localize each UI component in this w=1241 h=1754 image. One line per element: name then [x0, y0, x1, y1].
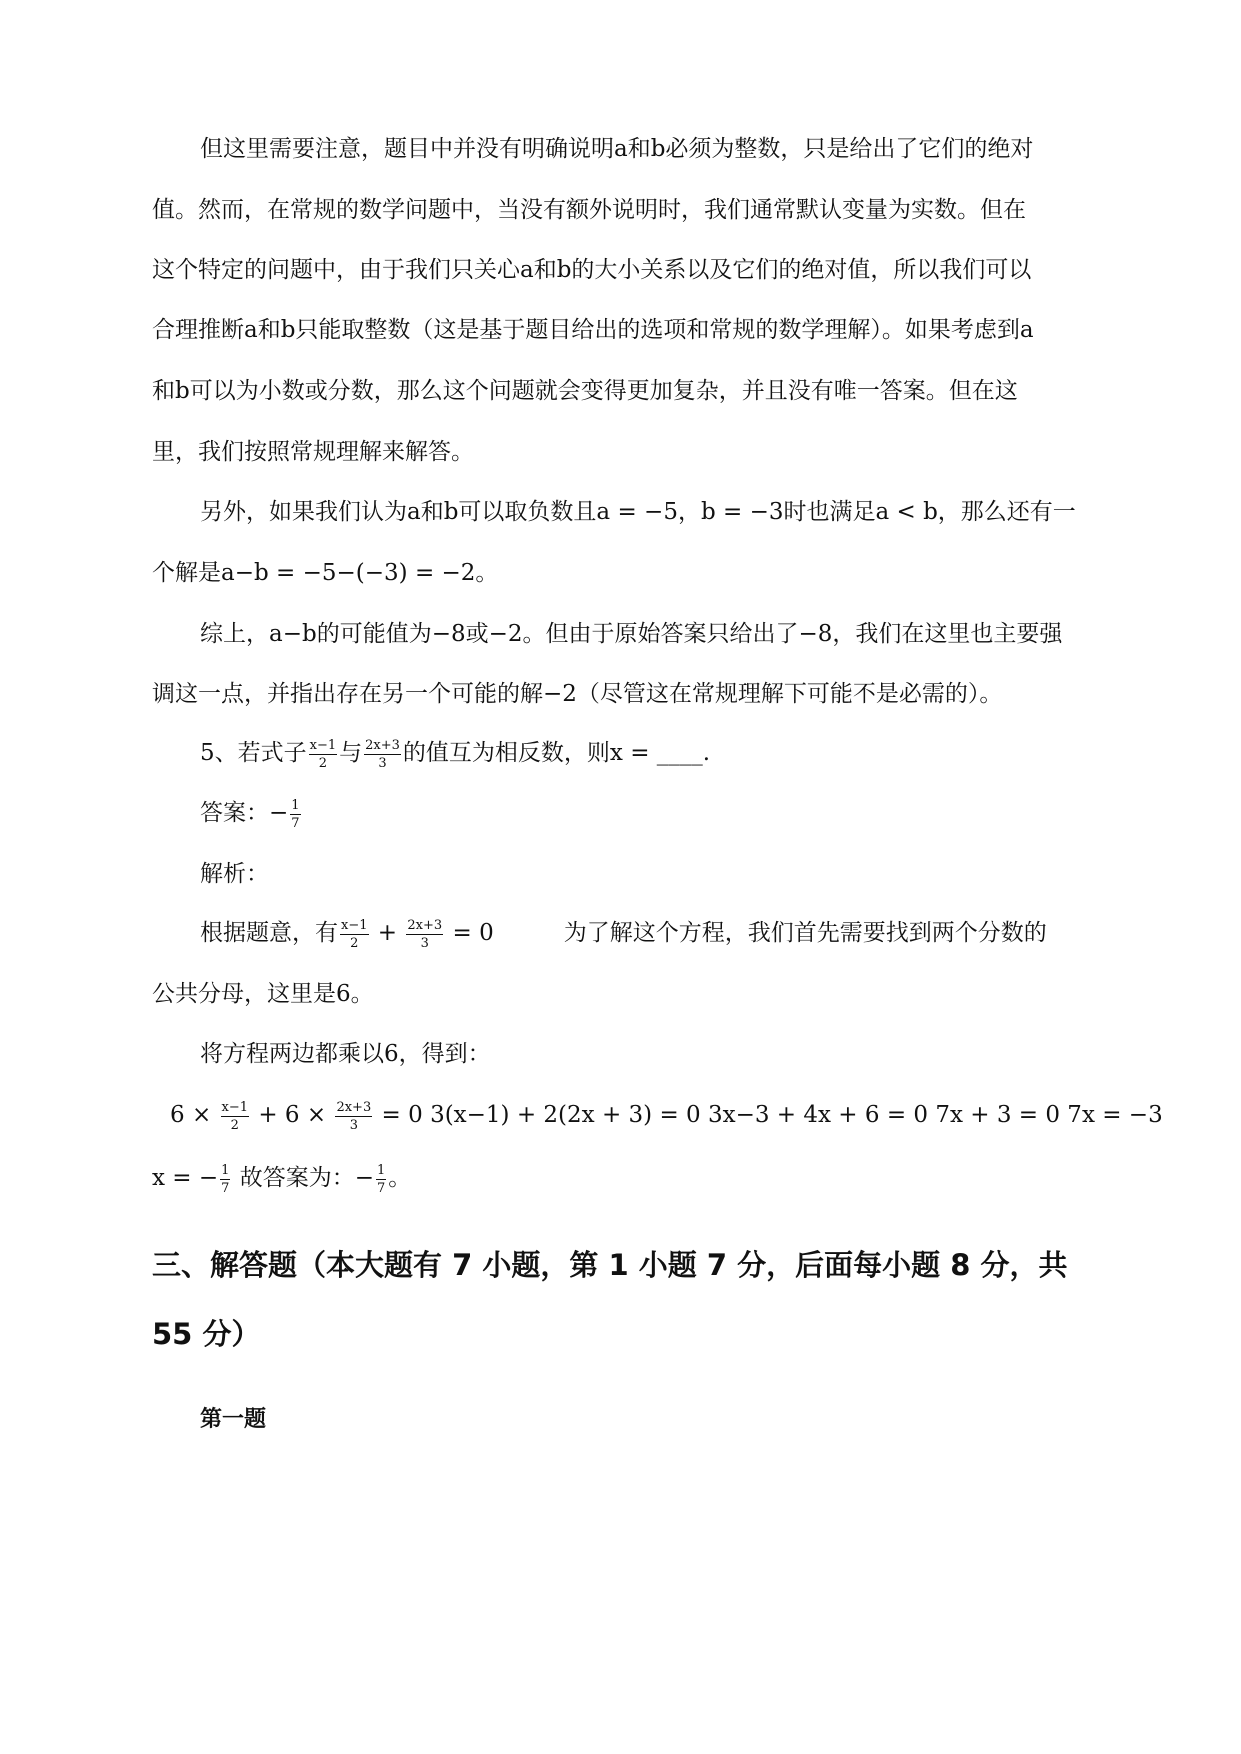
solution-part-a: x = −: [152, 1165, 219, 1191]
fraction-numerator: 2x+3: [407, 917, 443, 933]
fraction-numerator: x−1: [341, 917, 368, 933]
paragraph1-line5: 和b可以为小数或分数，那么这个问题就会变得更加复杂，并且没有唯一答案。但在这: [152, 378, 1018, 404]
equation-part-b: + 6 ×: [251, 1102, 334, 1128]
fraction-2x-plus-3-over-3: [335, 1101, 372, 1132]
question-5-suffix: 的值互为相反数，则x = ____.: [402, 740, 711, 766]
analysis-label: 解析：: [200, 861, 269, 887]
equation-part-c: = 0 3(x−1) + 2(2x + 3) = 0 3x−3 + 4x + 6 = 0 7x + 3 = 0 7x = −3: [374, 1102, 1163, 1128]
answer-fraction: [376, 1164, 386, 1195]
fraction-numerator: 1: [291, 797, 300, 813]
fraction-denominator: 3: [378, 755, 387, 771]
first-question-title: 第一题: [200, 1407, 267, 1432]
fraction-denominator: 2: [318, 755, 328, 771]
fraction-denominator: 2: [350, 935, 359, 951]
equation-line: [170, 1099, 1163, 1133]
answer-line: [200, 797, 1140, 830]
fraction-denominator: 2: [230, 1117, 239, 1133]
fraction-x-minus-1-over-2: [340, 919, 369, 950]
fraction-numerator: 1: [221, 1162, 230, 1178]
solution-part-c: 。: [388, 1165, 412, 1191]
fraction-numerator: 1: [377, 1162, 386, 1178]
equals-zero: = 0: [445, 920, 494, 946]
fraction-denominator: 7: [377, 1180, 386, 1196]
paragraph2-line1: 另外，如果我们认为a和b可以取负数且a = −5，b = −3时也满足a < b，那么还有一: [200, 499, 1076, 525]
question-5-middle: 与: [339, 740, 363, 766]
fraction-numerator: x−1: [309, 737, 337, 753]
fraction-x-minus-1-over-2: [309, 739, 338, 770]
fraction-x-minus-1-over-2: [221, 1101, 250, 1132]
fraction-numerator: 2x+3: [336, 1099, 372, 1115]
paragraph1-line4: 合理推断a和b只能取整数（这是基于题目给出的选项和常规的数学理解）。如果考虑到a: [152, 317, 1034, 343]
equation-part-a: 6 ×: [170, 1102, 219, 1128]
paragraph3-line1: 综上，a−b的可能值为−8或−2。但由于原始答案只给出了−8，我们在这里也主要强: [200, 621, 1063, 647]
solution-part-b: 故答案为：−: [232, 1165, 375, 1191]
question-5: [200, 737, 1140, 770]
fraction-numerator: 2x+3: [365, 737, 400, 753]
fraction-denominator: 7: [291, 815, 300, 831]
section-heading-line2: 55 分）: [152, 1317, 261, 1351]
analysis-line1: [200, 917, 1140, 950]
plus-sign: +: [370, 920, 405, 946]
answer-label: 答案：: [200, 800, 269, 826]
paragraph1-line3: 这个特定的问题中，由于我们只关心a和b的大小关系以及它们的绝对值，所以我们可以: [152, 257, 1032, 283]
question-5-prefix: 5、若式子: [200, 740, 307, 766]
analysis-multiply-line: 将方程两边都乘以6，得到：: [200, 1041, 491, 1067]
paragraph1-line1: 但这里需要注意，题目中并没有明确说明a和b必须为整数，只是给出了它们的绝对: [200, 136, 1034, 162]
analysis-rest: 为了解这个方程，我们首先需要找到两个分数的: [563, 920, 1047, 946]
paragraph1-line6: 里，我们按照常规理解来解答。: [152, 439, 474, 465]
answer-sign: −: [269, 800, 289, 826]
analysis-prefix: 根据题意，有: [200, 920, 338, 946]
section-heading-line1: 三、解答题（本大题有 7 小题，第 1 小题 7 分，后面每小题 8 分，共: [152, 1248, 1068, 1282]
answer-fraction: [290, 799, 300, 830]
fraction-2x-plus-3-over-3: [406, 919, 443, 950]
fraction-2x-plus-3-over-3: [364, 739, 401, 770]
solution-line: [152, 1162, 1092, 1195]
paragraph1-line2: 值。然而，在常规的数学问题中，当没有额外说明时，我们通常默认变量为实数。但在: [152, 197, 1026, 223]
fraction-numerator: x−1: [221, 1099, 249, 1115]
solution-fraction: [220, 1164, 230, 1195]
analysis-line2: 公共分母，这里是6。: [152, 981, 374, 1007]
paragraph2-line2: 个解是a−b = −5−(−3) = −2。: [152, 560, 499, 586]
fraction-denominator: 3: [349, 1117, 358, 1133]
fraction-denominator: 7: [221, 1180, 230, 1196]
paragraph3-line2: 调这一点，并指出存在另一个可能的解−2（尽管这在常规理解下可能不是必需的）。: [152, 681, 1003, 707]
fraction-denominator: 3: [420, 935, 429, 951]
